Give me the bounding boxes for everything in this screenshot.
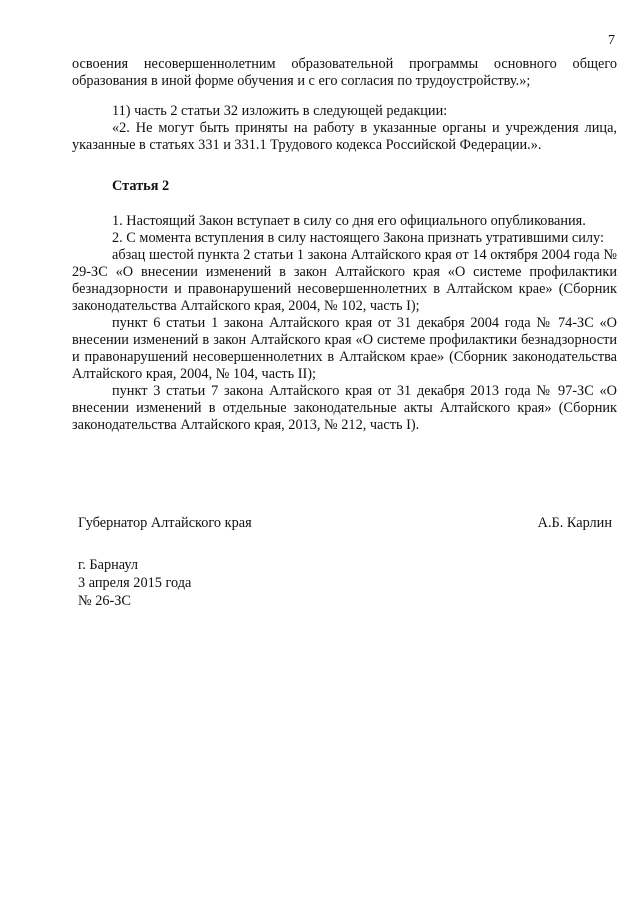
footer-city: г. Барнаул xyxy=(78,557,139,573)
footer-date: 3 апреля 2015 года xyxy=(78,575,192,591)
article-heading: Статья 2 xyxy=(112,178,170,194)
document-footer xyxy=(78,556,191,610)
paragraph-quote: «2. Не могут быть приняты на работу в указанные органы и учреждения лица, указанные в статьях 331 и 331.1 Трудового кодекса Российской Федерации.». xyxy=(72,120,617,153)
paragraph-item-11: 11) часть 2 статьи 32 изложить в следующей редакции: xyxy=(112,103,448,119)
page-number: 7 xyxy=(608,33,615,48)
paragraph-continuation: освоения несовершеннолетним образовательной программы основного общего образования в иной форме обучения и с его согласия по трудоустройству.»; xyxy=(72,56,617,89)
paragraph-repeal-2: пункт 6 статьи 1 закона Алтайского края от 31 декабря 2004 года № 74-ЗС «О внесении изменений в закон Алтайского края «О системе профилактики безнадзорности и правонарушений несовершеннолетних в Алтайском крае» (Сборник законодательства Алтайского края, 2004, № 104, часть II); xyxy=(72,315,617,382)
paragraph-repeal-1: абзац шестой пункта 2 статьи 1 закона Алтайского края от 14 октября 2004 года № 29-ЗС «О внесении изменений в закон Алтайского края «О системе профилактики безнадзорности и правонарушений несовершеннолетних в Алтайском крае» (Сборник законодательства Алтайского края, 2004, № 102, часть I); xyxy=(72,247,617,314)
signatory-name: А.Б. Карлин xyxy=(537,515,612,531)
document-body xyxy=(72,56,617,434)
signature-row xyxy=(78,515,612,532)
footer-number: № 26-ЗС xyxy=(78,593,131,609)
paragraph-repeal-3: пункт 3 статьи 7 закона Алтайского края от 31 декабря 2013 года № 97-ЗС «О внесении изменений в отдельные законодательные акты Алтайского края» (Сборник законодательства Алтайского края, 2013, № 212, часть I). xyxy=(72,383,617,433)
paragraph-effective-date: 1. Настоящий Закон вступает в силу со дня его официального опубликования. xyxy=(112,213,586,229)
signatory-position: Губернатор Алтайского края xyxy=(78,515,252,531)
paragraph-repeal-intro: 2. С момента вступления в силу настоящего Закона признать утратившими силу: xyxy=(112,230,604,246)
